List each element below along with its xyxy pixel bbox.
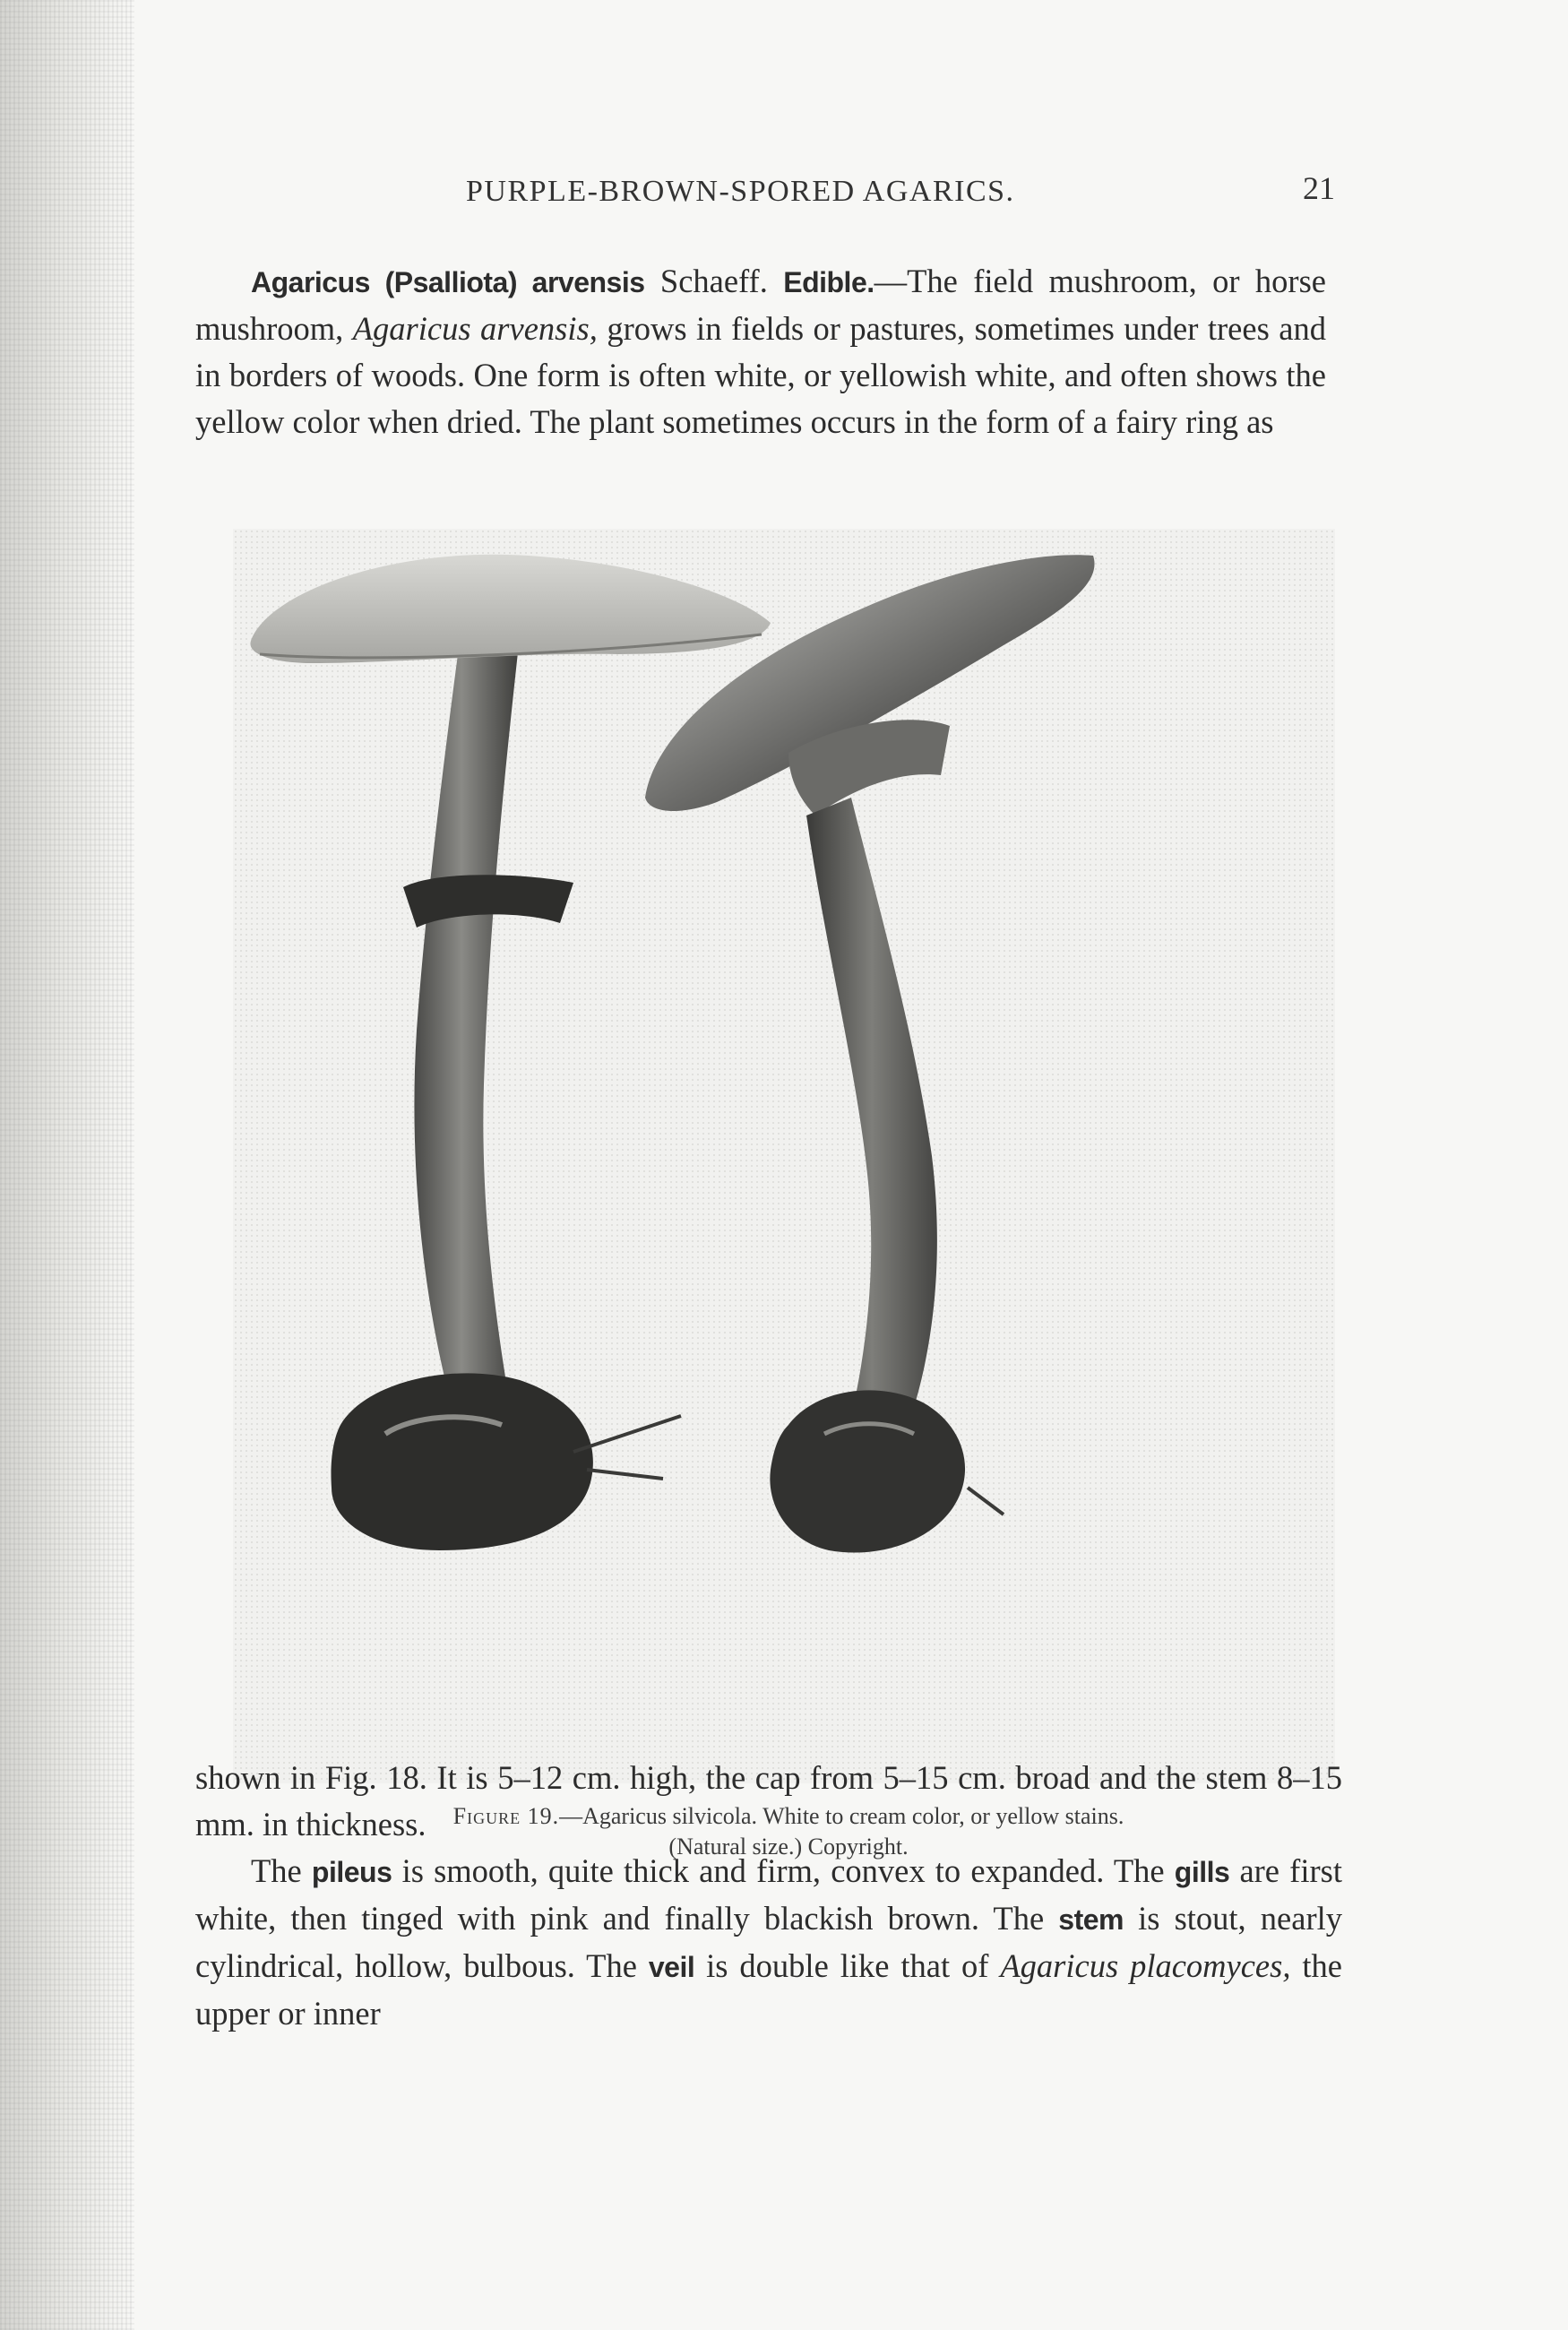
species-name: Agaricus (Psalliota) arvensis [251, 266, 645, 298]
desc-text-e: is double like that of [694, 1947, 1001, 1984]
desc-text-a: The [251, 1852, 312, 1889]
running-head [197, 170, 1335, 229]
intro-text-2: grows in fields or pastures, sometimes under trees and in borders of woods. One form is often white, or yellowish white, and often shows the yellow color when dried. The plant sometimes occurs in the form of a fairy ring as [195, 310, 1326, 440]
running-title: PURPLE-BROWN-SPORED AGARICS. [466, 175, 1015, 208]
species-authority: Schaeff. [644, 263, 784, 299]
stem-term: stem [1058, 1903, 1124, 1936]
scan-edge-texture [0, 0, 134, 2330]
intro-paragraph [195, 258, 1326, 445]
caption-text: —Agaricus silvicola. White to cream color, or yellow stains. [559, 1803, 1124, 1829]
bottom-text [195, 1755, 1342, 2037]
desc-text-d: is stout, nearly cylindrical, hollow, bulbous. The [195, 1900, 1342, 1984]
description-paragraph [195, 1848, 1342, 2037]
caption-line-2: (Natural size.) Copyright. [668, 1834, 909, 1860]
veil-term: veil [648, 1951, 695, 1983]
desc-text-c: are first white, then tinged with pink and finally blackish brown. The [195, 1852, 1342, 1937]
intro-text-1: —The field mushroom, or horse mushroom, [195, 263, 1326, 347]
desc-text-f: the upper or inner [195, 1947, 1342, 2032]
desc-text-b: is smooth, quite thick and firm, convex to expanded. The [392, 1852, 1175, 1889]
edibility-label: Edible. [783, 266, 874, 298]
desc-italic-name: Agaricus placomyces, [1000, 1947, 1291, 1984]
mushroom-illustration [233, 529, 1335, 1783]
page-number: 21 [1303, 170, 1335, 206]
intro-italic-name: Agaricus arvensis, [352, 310, 598, 347]
continuation-paragraph: shown in Fig. 18. It is 5–12 cm. high, the cap from 5–15 cm. broad and the stem 8–15 mm. in thickness. [195, 1759, 1342, 1842]
top-paragraph [195, 258, 1326, 445]
gills-term: gills [1174, 1856, 1230, 1888]
mushroom-photograph [233, 529, 1335, 1783]
pileus-term: pileus [311, 1856, 392, 1888]
left-bulb [331, 1373, 592, 1550]
figure-label: Figure 19. [452, 1803, 560, 1829]
